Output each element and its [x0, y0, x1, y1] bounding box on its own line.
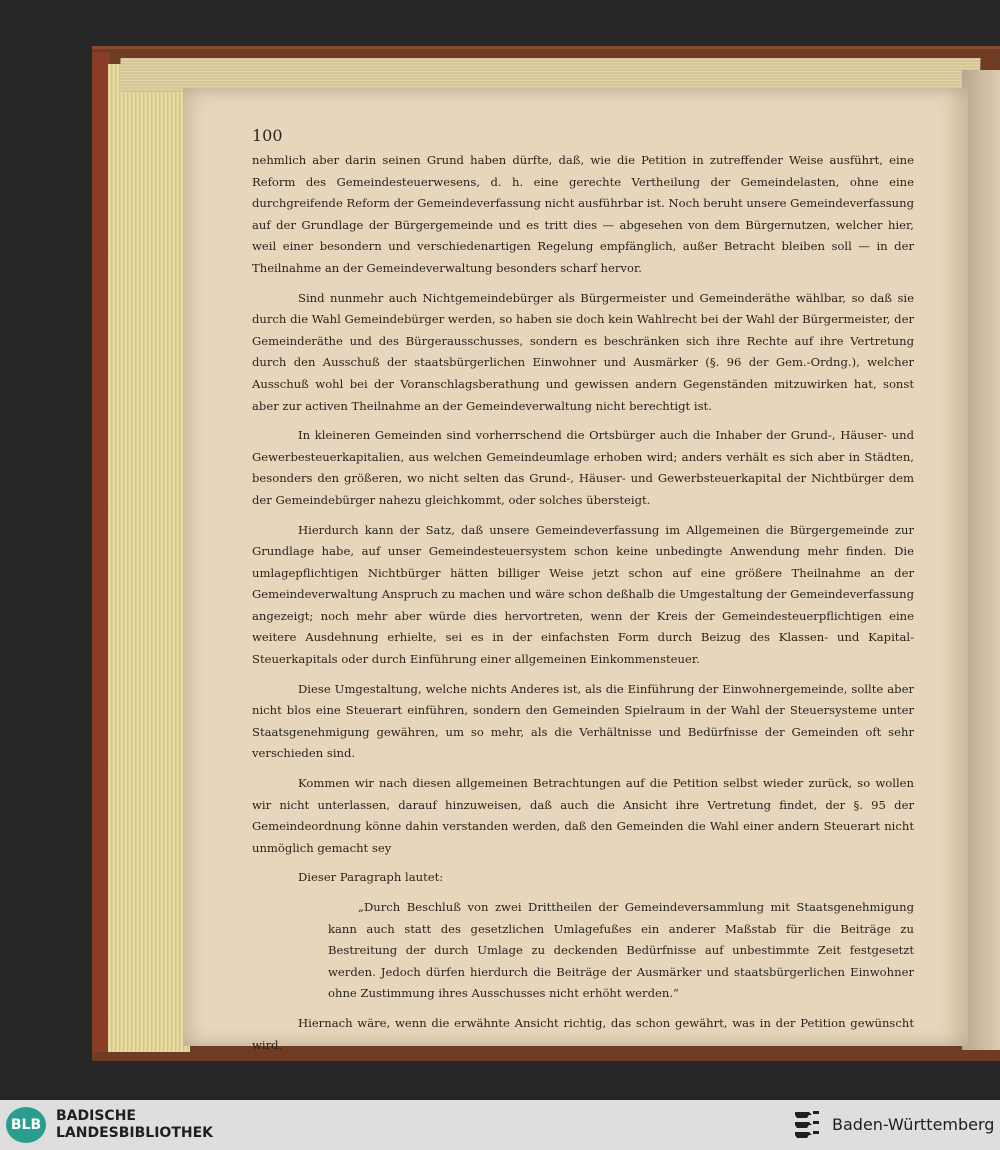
paragraph: Sind nunmehr auch Nichtgemeindebürger als Bürgermeister und Gemeinderäthe wählbar, so daß sie durch die Wahl Gemeindebürger werden, so haben sie doch kein Wahlrecht bei der Wahl der Bürgermeister, der Gemeinderäthe und des Bürgerausschusses, sondern es beschränken sich ihre Rechte auf ihre Vertretung durch den Ausschuß der staatsbürgerlichen Einwohner und Ausmärker (§. 96 der Gem.-Ordng.), welcher Ausschuß wohl bei der Voranschlagsberathung und gewissen andern Gegenständen mitzuwirken hat, sonst aber zur activen Theilnahme an der Gemeindeverwaltung nicht berechtigt ist.: [252, 290, 914, 413]
paragraph: In kleineren Gemeinden sind vorherrschend die Ortsbürger auch die Inhaber der Grund-, Häuser- und Gewerbesteuerkapitalien, aus welchen Gemeindeumlage erhoben wird; anders verhält es sich aber in Städten, besonders den größeren, wo nicht selten das Grund-, Häuser- und Gewerbsteuerkapital der Nichtbürger dem der Gemeindebürger nahezu gleichkommt, oder solches übersteigt.: [252, 428, 914, 507]
blb-logo[interactable]: BLB: [6, 1107, 46, 1143]
paragraph: Diese Umgestaltung, welche nichts Anderes ist, als die Einführung der Einwohnergemeinde, sollte aber nicht blos eine Steuerart einführen, sondern den Gemeinden Spielraum in der Wahl der Steuersysteme unter Staatsgenehmigung gewähren, um so mehr, als die Verhältnisse und Bedürfnisse der Gemeinden oft sehr verschieden sind.: [252, 681, 914, 761]
library-name[interactable]: [56, 1108, 213, 1142]
library-name-line2: LANDESBIBLIOTHEK: [56, 1125, 214, 1141]
paragraph: nehmlich aber darin seinen Grund haben dürfte, daß, wie die Petition in zutreffender Weise ausführt, eine Reform des Gemeindesteuerwesens, d. h. eine gerechte Vertheilung der Gemeindelasten, ohne eine durchgreifende Reform der Gemeindeverfassung nicht ausführbar ist. Noch beruht unsere Gemeindeverfassung auf der Grundlage der Bürgergemeinde und es tritt dies — abgesehen von dem Bürgernutzen, welcher hier, weil einer besondern und verschiedenartigen Regelung empfänglich, außer Betracht bleiben soll — in der Theilnahme an der Gemeindeverwaltung besonders scharf hervor.: [252, 153, 915, 275]
block-quote: „Durch Beschluß von zwei Drittheilen der Gemeindeversammlung mit Staatsgenehmigung kann auch statt des gesetzlichen Umlagefußes ein anderer Maßstab für die Beiträge zu Bestreitung der durch Umlage zu deckenden Bedürfnisse auf unbestimmte Zeit festgesetzt werden. Jedoch dürfen hierdurch die Beiträge der Ausmärker und staatsbürgerlichen Einwohner ohne Zustimmung ihres Ausschusses nicht erhöht werden.“: [328, 900, 914, 1001]
page-top-edge: [119, 58, 980, 92]
page-text: [252, 150, 914, 1064]
page-stack: [108, 64, 190, 1052]
closing-paragraph: Hiernach wäre, wenn die erwähnte Ansicht richtig, das schon gewährt, was in der Petition gewünscht wird.: [252, 1015, 914, 1052]
page-number: 100: [252, 126, 283, 145]
quote-intro: Dieser Paragraph lautet:: [298, 870, 444, 885]
library-name-line1: BADISCHE: [56, 1108, 136, 1124]
paragraph: Kommen wir nach diesen allgemeinen Betrachtungen auf die Petition selbst wieder zurück, so wollen wir nicht unterlassen, darauf hinzuweisen, daß auch die Ansicht ihre Vertretung findet, der §. 95 der Gemeindeordnung könne dahin verstanden werden, daß den Gemeinden die Wahl einer andern Steuerart nicht unmöglich gemacht sey: [252, 776, 914, 855]
lions-crest-icon: [792, 1108, 822, 1142]
viewer-footer: [0, 1100, 1000, 1150]
paragraph: Hierdurch kann der Satz, daß unsere Gemeindeverfassung im Allgemeinen die Bürgergemeinde zur Grundlage habe, auf unser Gemeindesteuersystem schon keine unbedingte Anwendung mehr finden. Die umlagepflichtigen Nichtbürger hätten billiger Weise jetzt schon auf eine größere Theilnahme an der Gemeindeverwaltung Anspruch zu machen und wäre schon deßhalb die Umgestaltung der Gemeindeverfassung angezeigt; noch mehr aber würde dies hervortreten, wenn der Kreis der Gemeindesteuerpflichtigen eine weitere Ausdehnung erhielte, sei es in der einfachsten Form durch Beizug des Klassen- und Kapital-Steuerkapitals oder durch Einführung einer allgemeinen Einkommensteuer.: [252, 522, 914, 667]
partner-name[interactable]: Baden-Württemberg: [832, 1115, 995, 1134]
